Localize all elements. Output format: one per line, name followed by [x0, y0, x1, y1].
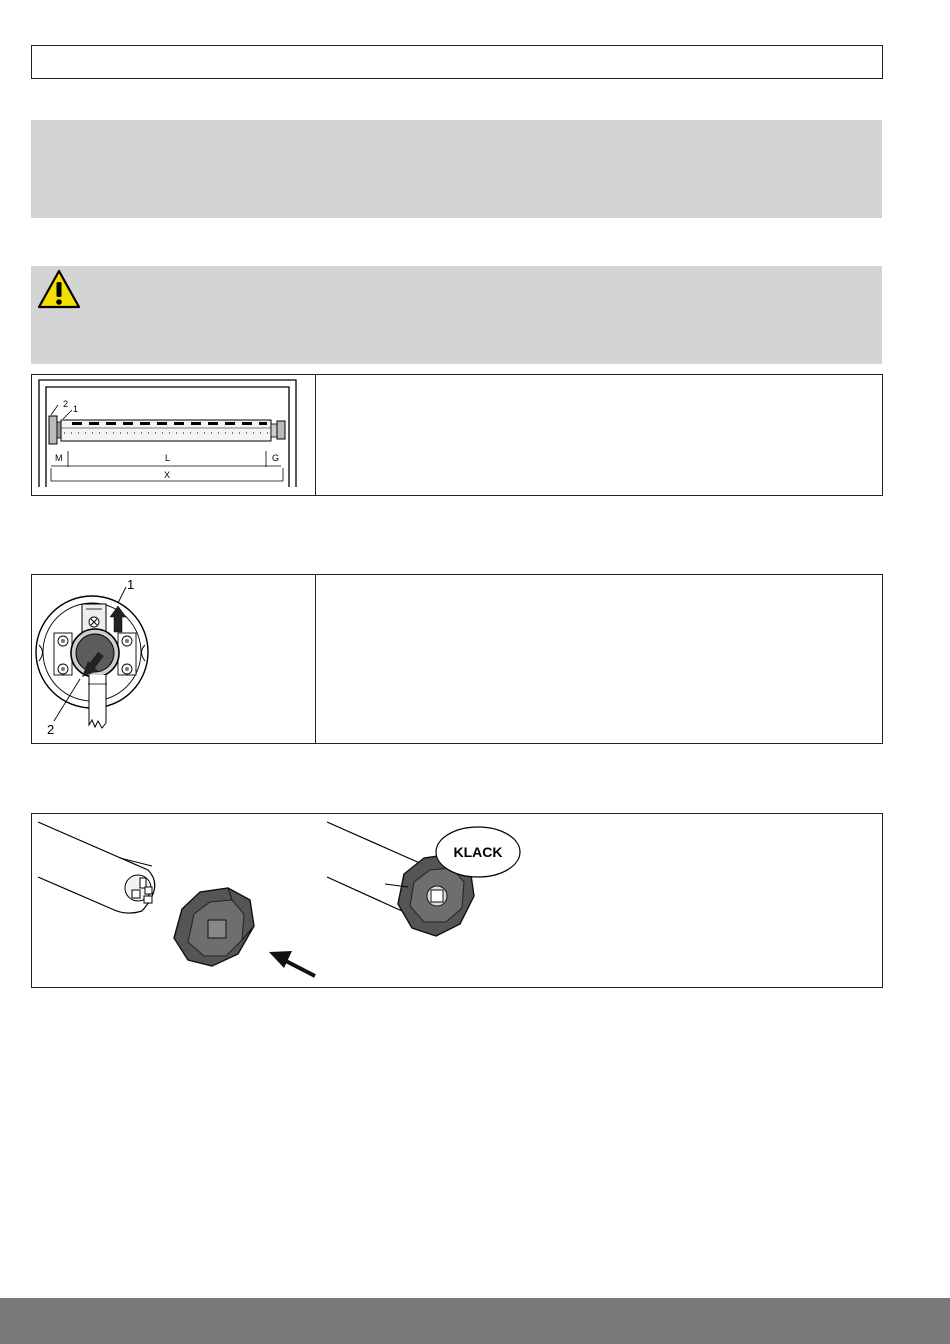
warning-panel: [31, 266, 882, 364]
label-l: L: [165, 453, 171, 463]
label-m: M: [55, 453, 63, 463]
adapter-fitting-diagram: [32, 814, 882, 987]
figure-motor-head: [32, 575, 316, 743]
label-1: 1: [73, 404, 79, 414]
step-table-adapter: [31, 813, 883, 988]
adapter-left: [174, 888, 254, 966]
step-table-motor-head: [31, 574, 883, 744]
klack-sound-label: KLACK: [453, 844, 503, 860]
info-panel: [31, 120, 882, 218]
label-1: 1: [127, 577, 135, 592]
step-table-shaft-dimensions: [31, 374, 883, 496]
label-x: X: [164, 470, 171, 480]
step-text-2: [316, 575, 882, 743]
shaft-diagram: [32, 375, 315, 495]
motor-head-diagram: [32, 575, 315, 743]
header-frame: [31, 45, 883, 79]
figure-shaft-dimensions: [32, 375, 316, 495]
warning-triangle-icon: [36, 268, 82, 310]
label-g: G: [272, 453, 280, 463]
label-2: 2: [47, 722, 55, 737]
step-text-1: [316, 375, 882, 495]
footer-bar: [0, 1298, 950, 1344]
label-2: 2: [63, 399, 69, 409]
